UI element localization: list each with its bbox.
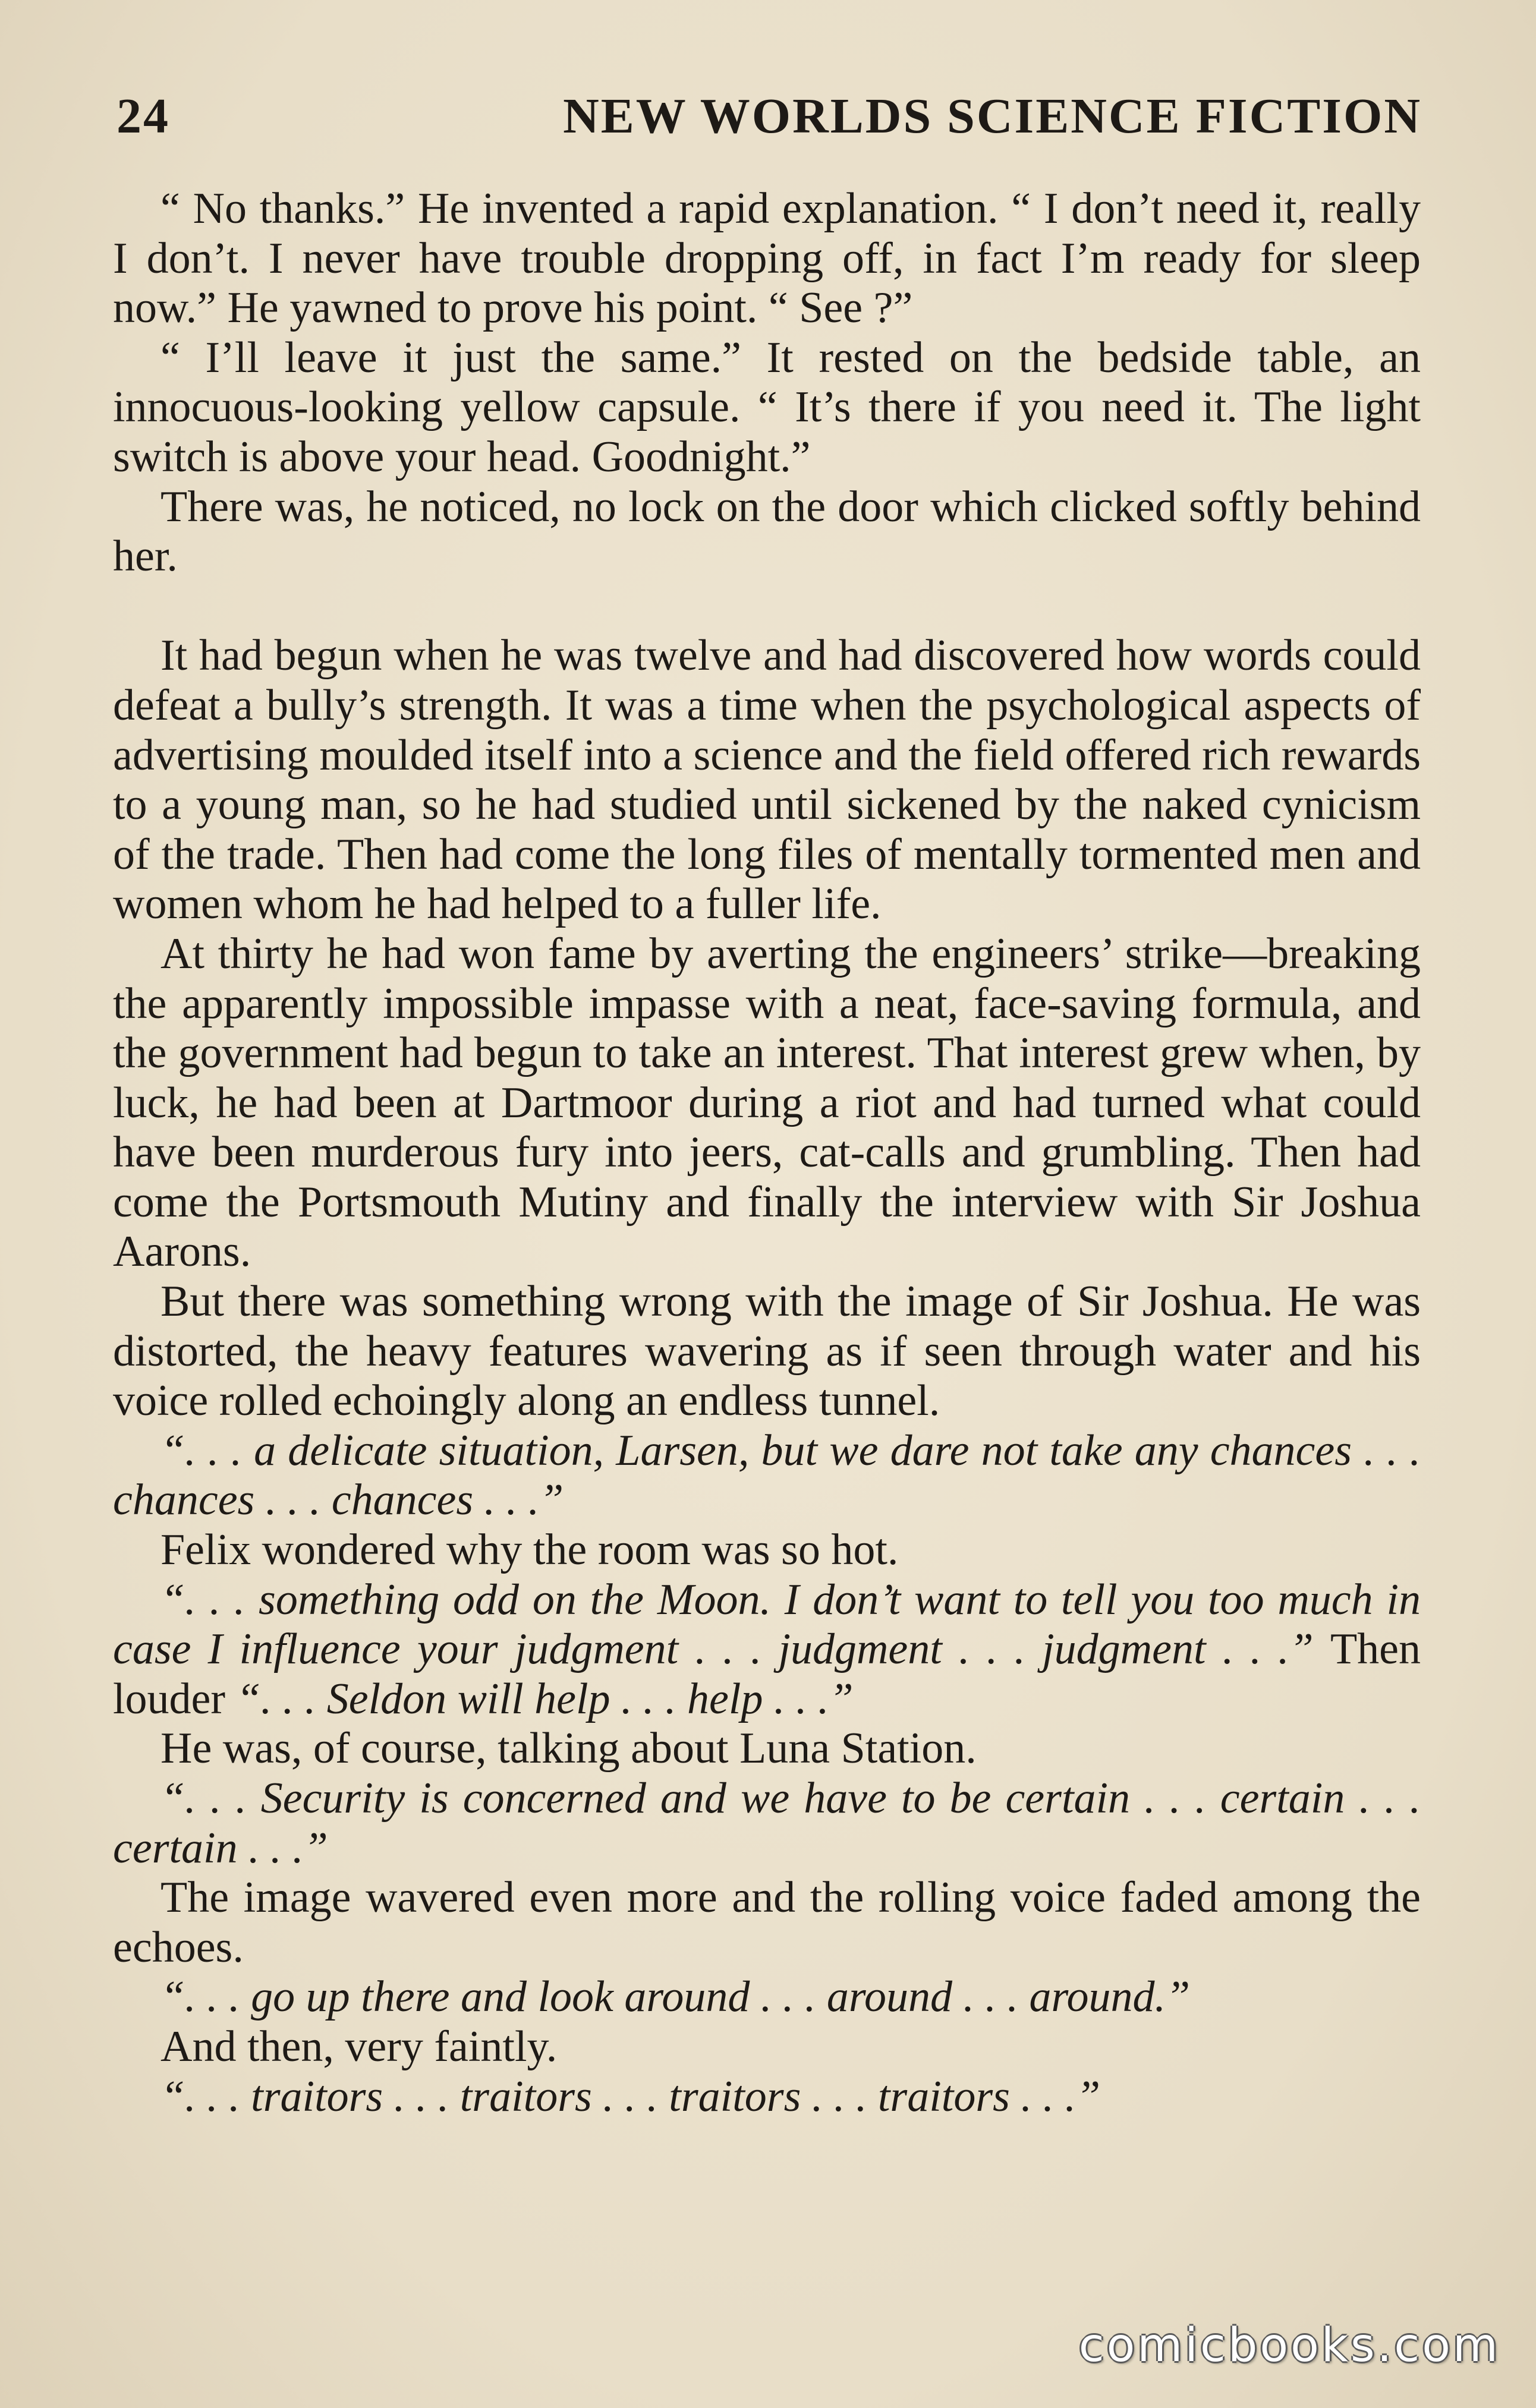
italic-dialogue: “. . . a delicate situation, Larsen, but we dare not take any chances . . . chances . . . chances . . .” bbox=[113, 1426, 1421, 1525]
dialogue-interjection: Then louder bbox=[113, 1625, 1421, 1723]
italic-dialogue-part: “. . . something odd on the Moon. I don’t want to tell you too much in case I influence your judgment . . . judgment . . . judgment . . .” bbox=[113, 1575, 1421, 1674]
section-break bbox=[113, 582, 1421, 632]
paragraph: The image wavered even more and the rolling voice faded among the echoes. bbox=[113, 1873, 1421, 1972]
watermark-logo: comicbooks.com bbox=[1078, 2319, 1500, 2372]
paragraph: “ No thanks.” He invented a rapid explanation. “ I don’t need it, really I don’t. I never have trouble dropping off, in fact I’m ready for sleep now.” He yawned to prove his point. “ See ?” bbox=[113, 184, 1421, 333]
italic-dialogue bbox=[113, 1575, 1421, 1725]
page-header bbox=[117, 83, 1422, 149]
body-text bbox=[113, 184, 1421, 2122]
paragraph: And then, very faintly. bbox=[160, 2022, 558, 2071]
paragraph: It had begun when he was twelve and had discovered how words could defeat a bully’s strength. It was a time when the psychological aspects of advertising moulded itself into a science and the field offered rich rewards to a young man, so he had studied until sickened by the naked cynicism of the trade. Then had come the long files of mentally tormented men and women whom he had helped to a fuller life. bbox=[113, 631, 1421, 929]
paragraph: “ I’ll leave it just the same.” It rested on the bedside table, an innocuous-looking yellow capsule. “ It’s there if you need it. The light switch is above your head. Goodnight.” bbox=[113, 333, 1421, 481]
italic-dialogue: “. . . go up there and look around . . . around . . . around.” bbox=[160, 1972, 1191, 2022]
italic-dialogue-part: “. . . Seldon will help . . . help . . .” bbox=[236, 1674, 854, 1723]
running-title: NEW WORLDS SCIENCE FICTION bbox=[563, 88, 1422, 144]
paragraph: Felix wondered why the room was so hot. bbox=[160, 1526, 899, 1575]
paragraph: But there was something wrong with the image of Sir Joshua. He was distorted, the heavy features wavering as if seen through water and his voice rolled echoingly along an endless tunnel. bbox=[113, 1277, 1421, 1426]
italic-dialogue: “. . . traitors . . . traitors . . . traitors . . . traitors . . .” bbox=[160, 2072, 1101, 2121]
paragraph: At thirty he had won fame by averting the engineers’ strike—breaking the apparently impossible impasse with a neat, face-saving formula, and the government had begun to take an interest. That interest grew when, by luck, he had been at Dartmoor during a riot and had turned what could have been murderous fury into jeers, cat-calls and grumbling. Then had come the Portsmouth Mutiny and finally the interview with Sir Joshua Aarons. bbox=[113, 929, 1421, 1277]
paragraph: He was, of course, talking about Luna Station. bbox=[160, 1724, 977, 1773]
page-number: 24 bbox=[117, 88, 170, 144]
paragraph: There was, he noticed, no lock on the door which clicked softly behind her. bbox=[113, 482, 1421, 581]
italic-dialogue: “. . . Security is concerned and we have to be certain . . . certain . . . certain . . .” bbox=[113, 1774, 1421, 1873]
